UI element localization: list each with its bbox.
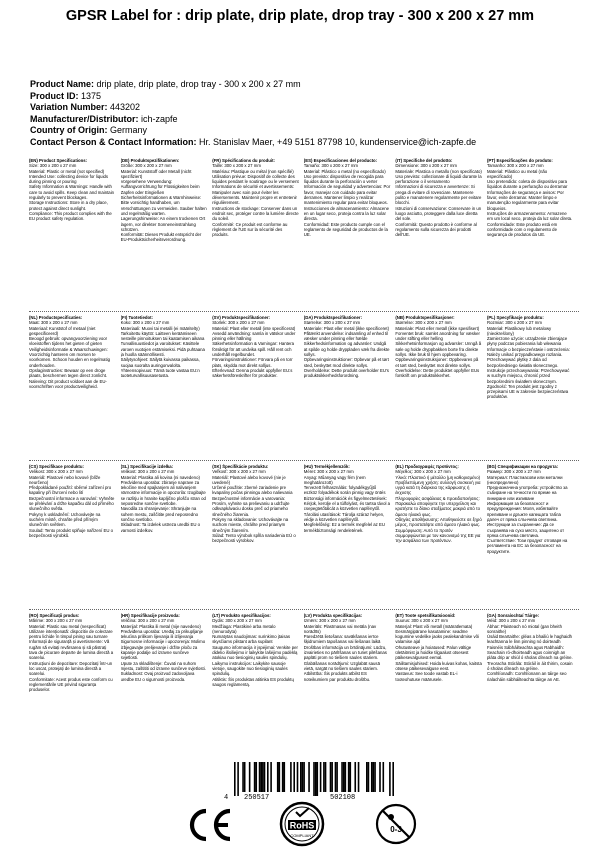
spec-column (487, 315, 579, 458)
barcode-bar (392, 762, 394, 796)
spec-heading: (GA) Sonraíochtaí Táirge: (486, 613, 540, 618)
meta-row (30, 125, 590, 137)
barcode-bar (383, 762, 385, 792)
spec-heading: (SK) Špecifikácie produktu: (212, 464, 269, 469)
barcode-bar (293, 762, 295, 792)
barcode-bar (350, 762, 352, 792)
spec-column (212, 613, 304, 753)
spec-body: Mărime: 300 x 200 x 27 mm Material: Plastic sau metal (nespecificat) Utilizare intenționată: dispozitiv de colectare pentru lichide în timpul pining sau turnare Informații de siguranță și avertismente: Vă rugăm să evitați revărsarea și să păstrați tava de picurare departe de lumina directă a soarelui. Instrucțiuni de depozitare: Depozitați într-un loc uscat, protejați de lumina directă a soarelui. Conformitate: Acest produs este conform cu reglementările UE privind siguranța produselor. (29, 618, 114, 693)
spec-column (212, 158, 304, 308)
child-safety-age-icon (374, 802, 418, 846)
spec-body: Storlek: 300 x 200 x 27 mm Material: Plast eller metall (inte specificerat) Avsedd användning: samla in vätskor under pinning eller hällning Säkerhetsinformation & Varningar: Hantera försiktigt för att undvika spill. Håll rent och underhåll regelbundet. Förvaringsinstruktioner: Förvara på en torr plats, skydda mot direkt solljus. Efterlevnad: Denna produkt uppfyller EU:s säkerhetsföreskrifter för produkter. (212, 320, 296, 379)
spec-column (304, 158, 396, 308)
spec-column (212, 464, 304, 607)
spec-body: Suurus: 300 x 200 x 27 mm Materjal: Plast või metall (määratlemata) Eesmärgipärane kasutamine: seadme kogumine vedelike jaoks pealekandmise või valamise ajal Ohutusteave ja hoiatused: Palun vältige ületäitmist ja hoidke tilgaalust otsesest päikesevalgusest eemal. Säilitamisjuhised: Hoida kuivas kohas, kaitsta otsese päikesevalguse eest. Vastavus: See toode vastab EL-i tooteohutuse määrusele. (395, 618, 482, 682)
barcode-bar (335, 762, 337, 792)
spec-body: Méret: 300 x 200 x 27 mm Anyag: Műanyag vagy fém (nem meghatározott) Tervezett felhasználás: folyadékgyűjtő eszköz folyadékok során pinnig vagy öntés Biztonsági információk és figyelmeztetések: Kérjük, kerülje el a túlfolyást, és tartsa távol a csepegtetőtálcát a közvetlen napfénytől. Tárolási utasítások: Tárolja száraz helyen, védje a közvetlen napfénytől. Megfelelőség: Ez a termék megfelel az EU termékbiztonsági rendeletének. (303, 469, 390, 533)
meta-row (30, 102, 590, 114)
barcode-bar (323, 762, 325, 792)
spec-heading: (ET) Toote spetsifikatsioonid: (395, 613, 456, 618)
spec-heading: (FI) Tuotetiedot: (120, 315, 153, 320)
barcode-bar (330, 762, 332, 792)
spec-body: Taille: 300 x 200 x 27 mm Matériau: Plastique ou métal (non spécifié) Utilisation prévue: Dispositif de collecte des liquides pendant le soutirage ou le versement Informations de sécurité et avertissements: Manipuler avec soin pour éviter les déversements. Maintenir propre et entretenir régulièrement. Instructions de stockage: Conserver dans un endroit sec, protéger contre la lumière directe du soleil. Conformité: Ce produit est conforme au règlement de l'UE sur la sécurité des produits. (212, 163, 299, 238)
ce-mark-icon (186, 806, 236, 844)
spec-body: Veľkosť: 300 x 200 x 27 mm Materiál: Plastové alebo kovové (nie je uvedené) Určené použitie: zberné zariadenie pre kvapaliny počas pinningu alebo nalievania Bezpečnostné informácie a varovania: Prosím, vyhnite sa prelievaniu a udržujte odkvapkávaciu dosku preč od priameho slnečného žiarenia. Pokyny na skladovanie: Uchovávajte na suchom mieste, chráňte pred priamym slnečným žiarením. Súlad: Tento výrobok spĺňa nariadenia EÚ o bezpečnosti výrobkov. (212, 469, 296, 544)
spec-band (29, 464, 579, 607)
spec-body: Veličina: 300 x 200 x 27 mm Materijal: Plastika ili metal (nije navedeno) Predviđena uporaba: Uređaj za prikupljanje tekućina prilikom lijevanja ili izlijevanja Sigurnosne informacije i upozorenja: Molimo izbjegavajte prelijevanje i držite ploču za kapanje podalje od izravne sunčeve svjetlosti. Upute za skladištenje: Čuvati na suhom mjestu, zaštititi od izravne sunčeve svjetlosti. Sukladnost: Ovaj proizvod zadovoljava uredbe EU o sigurnosti proizvoda. (120, 618, 206, 682)
spec-heading: (NL) Productspecificaties: (29, 315, 83, 320)
spec-column (487, 158, 579, 308)
spec-column (395, 464, 487, 607)
barcode-bar (249, 762, 251, 792)
barcode-bar (290, 762, 292, 792)
age-label: 0-3 (390, 825, 402, 834)
spec-column (395, 315, 487, 458)
spec-body: Maat: 300 x 200 x 27 mm Materiaal: Kunststof of metaal (niet gespecificeerd) Beoogd gebruik: opvangvoorziening voor vloeistoffen tijdens het gieten of gieten Veiligheidsinformatie & Waarschuwingen: Voorzichtig hanteren om morsen te voorkomen. Schoon houden en regelmatig onderhouden. Opslaginstructies: Bewaar op een droge plaats, beschermen tegen direct zonlicht. Naleving: Dit product voldoet aan de EU-voorschriften voor productveiligheid. (29, 320, 110, 389)
spec-heading: (SV) Produktspecifikationer: (212, 315, 270, 320)
barcode-bar (373, 762, 375, 792)
meta-label: Contact Person & Contact Information: (30, 136, 197, 147)
spec-heading: (DE) Produktspezifikationen: (120, 158, 180, 163)
barcode-bar (234, 762, 236, 796)
meta-row (30, 137, 590, 149)
spec-body: Dimensione: 300 x 200 x 27 mm Materiale: Plastica o metallo (non specificato) Uso previsto: collezionare di liquidi durante la perforazione o il versamento Informazioni di sicurezza e avvertenze: Si prega di evitare di rovesciare. Mantenere pulito e manutenere regolarmente per evitare blocchi. Istruzioni di conservazione: Conservare in un luogo asciutto, proteggere dalla luce diretta del sole. Conformità: Questo prodotto è conforme al regolamento sulla sicurezza dei prodotti dell'UE. (395, 163, 482, 238)
barcode-bar (303, 762, 305, 792)
spec-heading: (PL) Specyfikacje produktu: (486, 315, 544, 320)
barcode-digits-right: 502108 (330, 794, 356, 802)
spec-heading: (HR) Specifikacije proizvoda: (120, 613, 180, 618)
spec-body: Izmērs: 300 x 200 x 27 mm Materiāls: Plastmasas vai metāla (nav norādīts) Paredzētā lietošana: savākšanas ierīce šķidrumiem tapošanas vai liešanas laikā Drošības informācija un brīdinājumi: Lūdzu, izvairieties no pārlīšanas un turiet pilēšanas paplāti prom no tiešiem saules stariem. Glabāšanas norādījumi: Uzglabāt sausā vietā, sargāt no tiešiem saules stariem. Atbilstība: Šis produkts atbilst ES noteikumiem par produktu drošību. (303, 618, 387, 682)
barcode-bar (264, 762, 266, 792)
spec-column (29, 315, 121, 458)
spec-column (121, 613, 213, 753)
barcode-bar (308, 762, 310, 792)
barcode-bar (336, 762, 338, 792)
barcode-bar (343, 762, 345, 792)
meta-label: Variation Number: (30, 102, 108, 113)
spec-heading: (DA) Produktspecifikationer: (303, 315, 363, 320)
spec-band (29, 613, 579, 753)
barcode-bar (371, 762, 373, 792)
meta-row (30, 91, 590, 103)
spec-body: Størrelse: 300 x 200 x 27 mm Materiale: Plast eller metal (ikke specificeret) Påtænkt anvendelse: indsamling af enhed til væsker under pinning eller hælde Sikkerhedsinformation og advarsler: Undgå at spilde og holde dryppladen væk fra direkte sollys. Opbevaringsinstruktioner: Opbevar på et tørt sted, beskyttet mod direkte sollys. Overholdelse: Dette produkt overholder EU's produktsikkerhedsforordning. (303, 320, 390, 379)
meta-label: Product ID: (30, 90, 79, 101)
meta-value: 1375 (81, 90, 102, 101)
barcode-bar (244, 762, 246, 792)
barcode-bar (254, 762, 256, 792)
page-title: GPSR Label for : drip plate, drip plate, drop tray - 300 x 200 x 27 mm (65, 8, 535, 24)
band-divider (29, 609, 579, 610)
meta-label: Country of Origin: (30, 125, 108, 136)
barcode-bar (300, 762, 302, 792)
spec-column (487, 464, 579, 607)
spec-heading: (FR) Spécifications du produit: (212, 158, 275, 163)
spec-body: Größe: 300 x 200 x 27 mm Material: Kunststoff oder Metall (nicht spezifiziert) Vorgesehene Verwendung: Auffangvorrichtung für Flüssigkeiten beim Zapfen oder Eingießen Sicherheitsinformationen & Warnhinweise: Bitte vorsichtig handhaben, um Verschüttungen zu vermeiden. Sauber halten und regelmäßig warten. Lagerungshinweise: An einem trockenen Ort lagern, vor direkter Sonneneinstrahlung schützen. Konformität: Dieses Produkt entspricht der EU-Produktsicherheitsverordnung. (120, 163, 207, 243)
spec-heading: (EN) Product Specifications: (29, 158, 88, 163)
band-divider (29, 460, 579, 461)
spec-heading: (EL) Προδιαγραφές προϊόντος: (395, 464, 459, 469)
spec-heading: (LV) Produkta specifikācijas: (303, 613, 363, 618)
spec-column (121, 464, 213, 607)
spec-heading: (ES) Especificaciones del producto: (303, 158, 378, 163)
barcode-bar (267, 762, 269, 792)
meta-value: ich-zapfe (141, 113, 178, 124)
spec-column (212, 315, 304, 458)
spec-body: Dydis: 300 x 200 x 27 mm Medžiaga: Plastikinė arba metalo (nenurodyta) Numatytas naudojimas: surinkimo įtaisas skysčiams pilstant arba supilant Saugumo informacija ir įspėjimai: Venkite per didelio išsiliejimo ir laikykite lašėjimo padėklą atokiau nuo tiesioginių saulės spindulių. Laikymo instrukcijos: Laikykite sausoje vietoje, saugokite nuo tiesioginių saulės spindulių. Atitiktis: Šis produktas atitinka ES produktų saugos reglamentą. (212, 618, 298, 687)
spec-body: Størrelse: 300 x 200 x 27 mm Materiale: Plast eller metall (ikke spesifisert) Forventet bruk: samlet anordning for væsker under stifting eller helling Sikkerhetsinformasjon og advarsler: Unngå å søle og holde dryppbakken borte fra direkte sollys. Ikke bruk til hjem oppbevaring. Oppbevaringsinstruksjoner: Oppbevares på et tørt sted, beskyttet mot direkte sollys. Overholdelse: Dette produktet oppfyller EUs forskrift om produktsikkerhet. (395, 320, 482, 379)
spec-body: Tamanho: 300 x 200 x 27 mm Material: Plástico ou metal (não especificado) Uso pretendido: coleta de dispositivo para líquidos durante a perfuração ou derramar Informações de segurança e avisos: Por favor, evite derramar. Manter limpo e manutenção regularmente para evitar bloqueios. Instruções de armazenamento: Armazene em um local seco, proteja da luz solar direta. Conformidade: Este produto está em conformidade com o regulamento de segurança de produtos da UE. (486, 163, 573, 238)
rohs-label: RoHS (289, 820, 315, 831)
spec-body: Koko: 300 x 200 x 27 mm Materiaali: Muovi tai metalli (ei määritelty) Tarkoitettu käyttö: Laitteen keräämiseen nesteille pinnoituksen tai kaatamisen aikana Turvallisuustiedot ja varoitukset: Käsittele varoen vuotojen estämiseksi. Pidä puhtaana ja huolla säännöllisesti. Säilytysohjeet: Säilytä kuivassa paikassa, suojaa suoralta auringonvalolta. Yhteensopivuus: Tämä tuote vastaa EU:n tuoteturvallisuusasetusta. (120, 320, 205, 379)
barcode-bar (366, 762, 368, 792)
rohs-compliant-icon (278, 800, 326, 848)
barcode-bar (255, 762, 257, 792)
meta-value: drip plate, drip plate, drop tray - 300 x 200 x 27 mm (96, 79, 301, 89)
barcode-digits-left: 250517 (244, 794, 270, 802)
spec-heading: (LT) Produkto specifikacijos: (212, 613, 271, 618)
spec-heading: (HU) Termékjellemzők: (303, 464, 350, 469)
spec-heading: (CS) Specifikace produktu: (29, 464, 84, 469)
barcode-bar (270, 762, 272, 792)
meta-label: Product Name: (30, 79, 95, 89)
barcode-bar (237, 762, 239, 796)
barcode-bar (242, 762, 244, 792)
meta-value: Germany (110, 125, 148, 136)
barcode-bar (315, 762, 317, 796)
barcode-bar (277, 762, 279, 792)
barcode-bar (259, 762, 261, 792)
spec-heading: (RO) Specificații produs: (29, 613, 80, 618)
spec-heading: (PT) Especificações do produto: (486, 158, 553, 163)
spec-column (304, 464, 396, 607)
spec-column (29, 158, 121, 308)
spec-body: Rozmiar: 300 x 200 x 27 mm Materiał: Plastikowy lub metalowy (nieokreślony) Zamierzone użycie: urządzenie zbierające płyny podczas pobierania lub wlewania Informacje o bezpieczeństwie i ostrzeżenia: Należy unikać przypadkowego rozlania. Przechowywać płytkę z dala od bezpośredniego światła słonecznego. Instrukcje przechowywania: Przechowywać w suchym miejscu, chronić przed bezpośrednim światłem słonecznym. Zgodność: Ten produkt jest zgodny z przepisami UE w zakresie bezpieczeństwa produktów. (486, 320, 570, 400)
barcode-bar (260, 762, 262, 792)
meta-value: Hr. Stanislav Maer, +49 5151 87798 10, kundenservice@ich-zapfe.de (199, 136, 477, 147)
barcode-bar (345, 762, 347, 792)
band-divider (29, 311, 579, 312)
spec-body: Размер: 300 x 200 x 27 mm Материал: Пластмасови или метални (неопределено) Предназначена употреба: устройство за събиране на течности по време на пиниране или изливане Информация за безопасност и предупреждения: Моля, избягвайте преливане и дръжте капещата табла далеч от пряка слънчева светлина. Инструкции за съхранение: Да се съхранява на сухо място, защитено от пряка слънчева светлина. Съответствие: Този продукт отговаря на регламента на ЕС за безопасност на продуктите. (486, 469, 568, 554)
barcode-bar (358, 762, 360, 792)
ean-barcode (226, 762, 404, 802)
spec-column (395, 158, 487, 308)
spec-body: Size: 300 x 200 x 27 mm Material: Plastic or metal (not specified) Intended Use: collecting device for liquids during pinning or pouring Safety Information & Warnings: Handle with care to avoid spills. Keep clean and maintain regularly to prevent blockages. Storage Instructions: Store in a dry place, protect against direct sunlight. Compliance: This product complies with the EU product safety regulation. (29, 163, 115, 222)
product-meta (30, 79, 590, 149)
spec-body: Tamaño: 300 x 200 x 27 mm Material: Plástico o metal (no especificado) Uso previsto: dispositivo de recogida para líquidos durante la perforación o verter Información de seguridad y advertencias: Por favor, manejar con cuidado para evitar derrames. Mantener limpio y realizar mantenimiento regular para evitar bloqueos. Instrucciones de almacenamiento: Almacene en un lugar seco, proteja contra la luz solar directa. Conformidad: Este producto cumple con el reglamento de seguridad de productos de la UE. (303, 163, 391, 238)
barcode-bar (379, 762, 381, 792)
spec-column (121, 158, 213, 308)
barcode-bar (389, 762, 391, 796)
spec-body: Velikost: 300 x 200 x 27 mm Material: Plastika ali kovina (ni navedeno) Predvidena uporaba: zbiranje naprave za tekočine med spajkanjem ali nalivanjem Varnostne informacije in opozorila: Izogibajte se razlitju in hranite kapljično ploščo stran od neposredne sončne svetlobe. Navodila za shranjevanje: Shranjujte na suhem mestu, zaščitite pred neposredno sončno svetlobo. Skladnost: Ta izdelek ustreza uredbi EU o varnosti izdelkov. (120, 469, 206, 533)
barcode-bar (348, 762, 350, 792)
rohs-sub-label: COMPLIANT (290, 833, 314, 838)
barcode-digit-first: 4 (224, 794, 229, 802)
barcode-bar (297, 762, 299, 792)
barcode-bar (325, 762, 327, 792)
spec-band (29, 315, 579, 458)
spec-column (487, 613, 579, 753)
barcode-bar (313, 762, 315, 796)
barcode-bar (302, 762, 304, 792)
meta-value: 443202 (110, 102, 141, 113)
spec-column (121, 315, 213, 458)
certification-logos (0, 800, 600, 848)
barcode-bar (354, 762, 356, 792)
meta-row (30, 114, 590, 126)
barcode-bar (320, 762, 322, 792)
spec-column (29, 613, 121, 753)
spec-body: Μέγεθος: 300 x 200 x 27 mm Υλικό: Πλαστικό ή μέταλλο (μη καθορισμένο) Προβλεπόμενη χρήση: συλλογή συσκευή για υγρά κατά τη διάρκεια της κάρφωσης ή έκχυσης Πληροφορίες ασφάλειας & προειδοποιήσεις: Παρακαλώ αποφύγετε την υπερχείλιση και κρατήστε το δίσκο σταξίματος μακριά από το άμεσο ηλιακό φως. Οδηγίες αποθήκευσης: Αποθηκεύστε σε ξηρό μέρος, προστατέψτε από άμεσο ηλιακό φως. Συμμόρφωση: Αυτό το προϊόν συμμορφώνεται με τον κανονισμό της ΕΕ για την ασφάλεια των προϊόντων. (395, 469, 482, 544)
barcode-bar (279, 762, 281, 792)
meta-label: Manufacturer/Distributor: (30, 113, 139, 124)
spec-heading: (NB) Produktspesifikasjoner: (395, 315, 455, 320)
barcode-bar (368, 762, 370, 792)
barcode-bar (262, 762, 264, 792)
spec-column (304, 315, 396, 458)
barcode-bar (341, 762, 343, 792)
barcode-bar (317, 762, 319, 796)
spec-column (395, 613, 487, 753)
spec-heading: (SL) Specifikacije izdelka: (120, 464, 174, 469)
spec-body: Méid: 300 x 200 x 27 mm Ábhar: Plaisteach nó miotal (gan bheith sonraithe) Úsáid Beartaithe: gléas a bhailiú le haghaidh leachtanna le linn pinning nó doirteadh Faisnéis Sábháilteachta agus Rabhaidh: Seachain ró-dhoirteadh agus coinnigh an pláta drip ar shiúl ó sholas díreach na gréine. Treoracha Stórála: Stóráil in áit thirim, cosain ó sholas díreach na gréine. Comhlíonadh: Comhlíonann an táirge seo rialacháin sábháilteachta táirge an AE. (486, 618, 573, 682)
barcode-bar (282, 762, 284, 792)
barcode-bar (284, 762, 286, 792)
barcode-bar (331, 762, 333, 792)
barcode-bar (374, 762, 376, 792)
spec-body: Velikost: 300 x 200 x 27 mm Materiál: Plastové nebo kovové (blíže neurčeno) Předpokládané použití: sběrné zařízení pro kapaliny při čtvrcení nebo lití Bezpečnostní informace a varování: Vyhněte se přelévání a držte kapačku dál od přímého slunečního světla. Pokyny k uskladnění: Uchovávejte na suchém místě, chraňte před přímým slunečním světlem. Soulad: Tento produkt splňuje nařízení EU o bezpečnosti výrobků. (29, 469, 115, 538)
spec-heading: (IT) Specifiche del prodotto: (395, 158, 453, 163)
spec-column (29, 464, 121, 607)
spec-heading: (BG) Спецификации на продукта: (486, 464, 559, 469)
spec-column (304, 613, 396, 753)
spec-band (29, 158, 579, 308)
meta-row (30, 79, 590, 91)
